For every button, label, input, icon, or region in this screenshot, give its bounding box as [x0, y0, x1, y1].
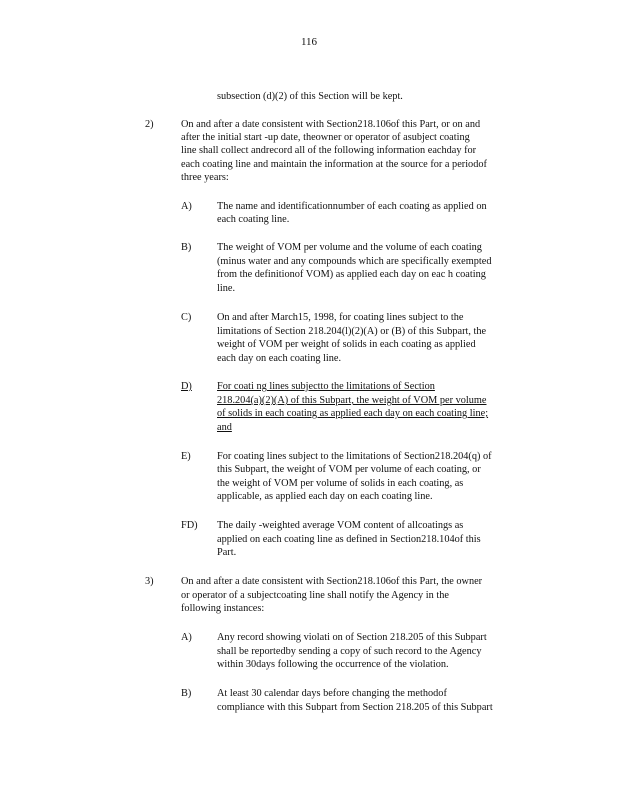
item-2b-line: from the definitionof VOM) as applied each day on eac h coating	[217, 269, 486, 280]
item-3-label: 3)	[145, 576, 154, 587]
item-3-line: following instances:	[181, 603, 265, 614]
item-2e-label: E)	[181, 451, 191, 462]
item-2fd-line: Part.	[217, 547, 237, 558]
item-2-line: each coating line and maintain the information at the source for a periodof	[181, 159, 487, 170]
item-2d-label: D)	[181, 381, 192, 392]
item-2c-line: each day on each coating line.	[217, 353, 342, 364]
intro-line: subsection (d)(2) of this Section will be kept.	[217, 91, 403, 102]
item-2fd-line: applied on each coating line as defined in Section218.104of this	[217, 534, 481, 545]
item-2b-line: (minus water and any compounds which are specifically exempted	[217, 256, 492, 267]
item-2-label: 2)	[145, 119, 154, 130]
item-2b-line: line.	[217, 283, 236, 294]
item-2a-line: The name and identificationnumber of each coating as applied on	[217, 201, 487, 212]
item-3a-line: Any record showing violati on of Section 218.205 of this Subpart	[217, 632, 487, 643]
item-2fd-label: FD)	[181, 520, 198, 531]
item-3a-line: shall be reportedby sending a copy of such record to the Agency	[217, 646, 482, 657]
item-2c-line: weight of VOM per weight of solids in each coating as applied	[217, 339, 476, 350]
item-2d-line: 218.204(a)(2)(A) of this Subpart, the weight of VOM per volume	[217, 395, 487, 406]
item-2c-line: limitations of Section 218.204(l)(2)(A) or (B) of this Subpart, the	[217, 326, 487, 337]
item-2fd-line: The daily -weighted average VOM content of allcoatings as	[217, 520, 464, 531]
page-number: 116	[300, 36, 318, 48]
item-3a-line: within 30days following the occurrence of the violation.	[217, 659, 449, 670]
item-3b-line: compliance with this Subpart from Section 218.205 of this Subpart	[217, 702, 493, 713]
item-2-line: line shall collect andrecord all of the following information eachday for	[181, 145, 477, 156]
item-3a-label: A)	[181, 632, 192, 643]
item-2b-line: The weight of VOM per volume and the volume of each coating	[217, 242, 482, 253]
item-2c-label: C)	[181, 312, 192, 323]
item-3-line: or operator of a subjectcoating line shall notify the Agency in the	[181, 590, 449, 601]
item-2-line: On and after a date consistent with Section218.106of this Part, or on and	[181, 119, 481, 130]
item-2e-line: the weight of VOM per volume of solids in each coating, as	[217, 478, 464, 489]
item-2d-line: of solids in each coating as applied each day on each coating line;	[217, 408, 489, 419]
item-2e-line: For coating lines subject to the limitations of Section218.204(q) of	[217, 451, 492, 462]
item-2e-line: applicable, as applied each day on each coating line.	[217, 491, 433, 502]
item-2c-line: On and after March15, 1998, for coating lines subject to the	[217, 312, 464, 323]
item-2a-line: each coating line.	[217, 214, 290, 225]
item-3b-label: B)	[181, 688, 192, 699]
item-2b-label: B)	[181, 242, 192, 253]
item-2d-line: For coati ng lines subjectto the limitations of Section	[217, 381, 435, 392]
item-2-line: after the initial start -up date, theowner or operator of asubject coating	[181, 132, 470, 143]
item-2d-line: and	[217, 422, 232, 433]
item-2-line: three years:	[181, 172, 229, 183]
item-2a-label: A)	[181, 201, 192, 212]
item-3-line: On and after a date consistent with Section218.106of this Part, the owner	[181, 576, 483, 587]
item-2e-line: this Subpart, the weight of VOM per volume of each coating, or	[217, 464, 481, 475]
item-3b-line: At least 30 calendar days before changing the methodof	[217, 688, 447, 699]
